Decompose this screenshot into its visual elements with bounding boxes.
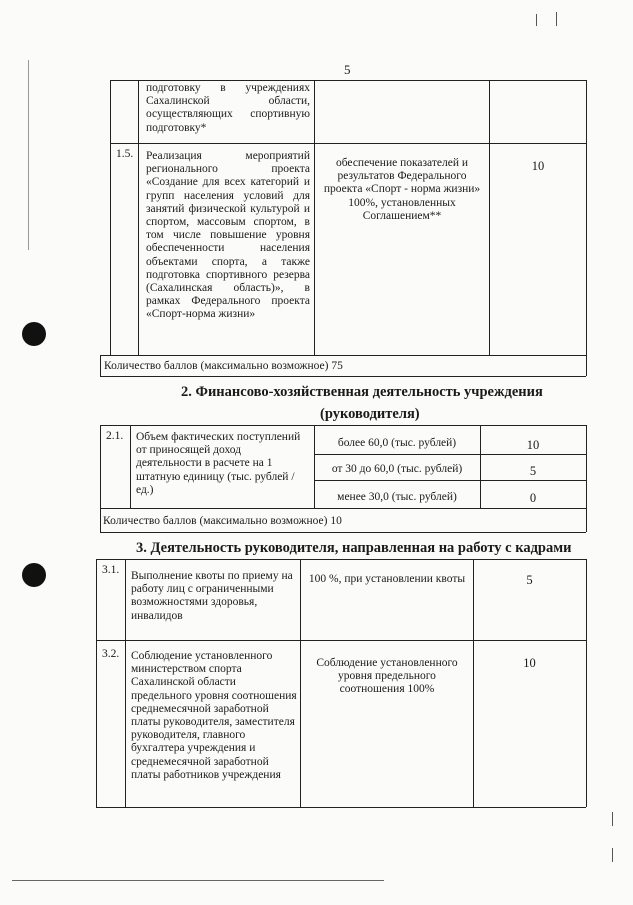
table-border [100,355,101,376]
points-value: 5 [529,464,537,478]
indicator-text: подготовку в учреждениях Сахалинской области, осуществляющих спортивную подготовку* [146,82,310,134]
points-value: 10 [531,159,545,173]
table-border [300,559,301,807]
table-border [110,143,586,144]
scan-mark [556,12,557,26]
page-number: 5 [344,62,351,77]
total-points: Количество баллов (максимально возможное) 75 [104,360,343,372]
table-border [96,640,586,641]
table-border [100,425,586,426]
section-title: 3. Деятельность руководителя, направленная на работу с кадрами [136,540,572,556]
table-border [125,559,126,807]
row-number: 1.5. [116,148,134,160]
criterion-text: 100 %, при установлении квоты [308,573,466,585]
punch-hole [22,563,46,587]
criterion-text: Соблюдение установленного уровня предельного соотношения 100% [316,657,458,696]
table-border [110,80,586,81]
scan-mark [612,848,613,862]
table-border [586,559,587,807]
table-border [100,355,586,356]
table-border [314,80,315,355]
indicator-text: Выполнение квоты по приему на работу лиц с ограниченными возможностями здоровья, инвалидов [131,570,293,622]
table-border [586,425,587,532]
row-number: 2.1. [106,430,124,442]
scan-mark [536,14,537,26]
table-border [100,425,101,532]
row-number: 3.1. [102,564,120,576]
table-border [130,425,131,508]
punch-hole [22,322,46,346]
points-value: 10 [523,656,536,670]
indicator-text: Реализация мероприятий регионального проекта «Создание для всех категорий и групп населения условий для занятий физической культурой и спортом, массовым спортом, в том числе повышение уровня обеспеченности населения объектами спорта, а также подготовка спортивного резерва (Сахалинская область)», в рамках Федерального проекта «Спорт-норма жизни» [146,150,310,321]
table-border [473,559,474,807]
scan-mark [612,812,613,826]
table-border [110,80,111,355]
table-border [100,376,586,377]
points-value: 5 [526,573,533,587]
total-points: Количество баллов (максимально возможное) 10 [103,515,342,527]
table-border [96,807,586,808]
points-value: 10 [526,438,540,452]
criterion-text: менее 30,0 (тыс. рублей) [337,491,457,503]
indicator-text: Объем фактических поступлений от приносящей доход деятельности в расчете на 1 штатную единицу (тыс. рублей / ед.) [136,431,301,496]
scan-mark [28,60,29,250]
table-border [100,532,586,533]
criterion-text: обеспечение показателей и результатов Федерального проекта «Спорт - норма жизни» 100%, установленных Соглашением** [323,157,481,222]
indicator-text: Соблюдение установленного министерством спорта Сахалинской области предельного уровня соотношения среднемесячной заработной платы руководителя, заместителя руководителя, главного бухгалтера учреждения и среднемесячной заработной платы работников учреждения [131,650,297,781]
table-border [138,80,139,355]
section-title: (руководителя) [320,406,420,422]
points-value: 0 [529,491,537,505]
criterion-text: от 30 до 60,0 (тыс. рублей) [331,463,463,475]
section-title: 2. Финансово-хозяйственная деятельность учреждения [181,384,543,400]
table-border [586,80,587,376]
table-border [489,80,490,355]
criterion-text: более 60,0 (тыс. рублей) [337,437,457,449]
table-border [314,480,586,481]
table-border [96,559,586,560]
row-number: 3.2. [102,648,120,660]
table-border [100,508,586,509]
table-border [96,559,97,807]
table-border [314,454,586,455]
scan-mark [12,880,384,881]
